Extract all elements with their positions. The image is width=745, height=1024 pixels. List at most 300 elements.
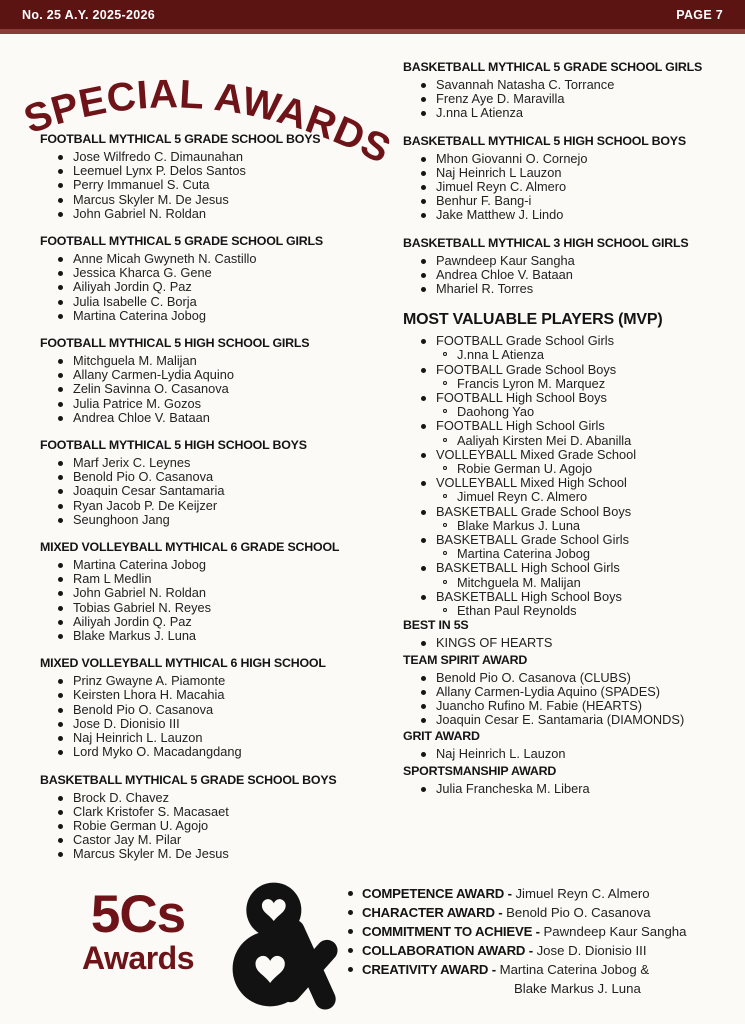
section-heading: BASKETBALL MYTHICAL 3 HIGH SCHOOL GIRLS	[403, 235, 689, 250]
five-cs-award-label: COMPETENCE AWARD -	[362, 886, 512, 901]
mvp-winner	[403, 490, 738, 504]
mvp-entry	[403, 448, 738, 476]
section-heading: FOOTBALL MYTHICAL 5 HIGH SCHOOL BOYS	[40, 438, 307, 453]
five-cs-list	[348, 876, 719, 998]
bullet-icon	[421, 157, 426, 162]
sub-bullet-icon	[443, 438, 447, 442]
recipient-item	[40, 688, 382, 702]
recipient-name: Mhariel R. Torres	[436, 281, 534, 297]
recipient-item	[40, 615, 382, 629]
recipient-name: Blake Markus J. Luna	[73, 628, 197, 644]
mvp-category	[403, 476, 738, 490]
recipient-name: Allany Carmen-Lydia Aquino	[73, 367, 234, 383]
mvp-category	[403, 419, 738, 433]
recipient-name: Castor Jay M. Pilar	[73, 832, 182, 848]
mvp-list	[403, 334, 738, 618]
mvp-winner	[403, 547, 738, 561]
recipient-item	[40, 484, 382, 498]
recipient-item	[40, 572, 382, 586]
recipient-name: J.nna L Atienza	[436, 105, 524, 121]
recipient-item	[403, 106, 738, 120]
mvp-winner	[403, 604, 738, 618]
recipient-name: Ram L Medlin	[73, 571, 152, 587]
five-cs-award-label: COMMITMENT TO ACHIEVE -	[362, 924, 540, 939]
bullet-icon	[348, 929, 353, 934]
mvp-entry	[403, 590, 738, 618]
bullet-icon	[421, 718, 426, 723]
five-cs-award-winner: Pawndeep Kaur Sangha	[543, 924, 687, 939]
recipient-list	[40, 252, 382, 323]
recipient-item	[40, 368, 382, 382]
recipient-name: Clark Kristofer S. Macasaet	[73, 803, 229, 819]
recipient-name: Andrea Chloe V. Bataan	[436, 266, 573, 282]
recipient-item	[40, 805, 382, 819]
recipient-name: Frenz Aye D. Maravilla	[436, 91, 565, 107]
bullet-icon	[58, 634, 63, 639]
mvp-entry	[403, 505, 738, 533]
recipient-item	[40, 586, 382, 600]
bullet-icon	[58, 314, 63, 319]
bullet-icon	[421, 690, 426, 695]
bullet-icon	[58, 796, 63, 801]
recipient-item	[40, 601, 382, 615]
mvp-winner-name: Robie German U. Agojo	[457, 461, 593, 477]
mvp-entry	[403, 419, 738, 447]
left-column	[18, 34, 398, 875]
recipient-list	[403, 152, 738, 223]
bullet-icon	[58, 257, 63, 262]
mvp-winner-name: Daohong Yao	[457, 404, 535, 420]
recipient-list	[40, 150, 382, 221]
award-section	[403, 618, 738, 650]
award-section	[403, 764, 738, 796]
recipient-item	[403, 268, 738, 282]
award-section	[40, 773, 382, 862]
recipient-item	[40, 717, 382, 731]
bullet-icon	[421, 273, 426, 278]
bullet-icon	[58, 373, 63, 378]
five-cs-title-line2: Awards	[81, 940, 194, 976]
mvp-winner	[403, 519, 738, 533]
section-heading: GRIT AWARD	[403, 729, 480, 744]
bullet-icon	[421, 453, 426, 458]
bullet-icon	[58, 285, 63, 290]
recipient-item	[40, 674, 382, 688]
recipient-item	[403, 166, 738, 180]
recipient-list	[403, 782, 738, 796]
recipient-name: Benold Pio O. Casanova	[73, 469, 214, 485]
five-cs-award-label: CREATIVITY AWARD -	[362, 962, 496, 977]
recipient-item	[40, 745, 382, 759]
mvp-winner	[403, 377, 738, 391]
recipient-name: Naj Heinrich L Lauzon	[436, 164, 562, 180]
award-section	[40, 336, 382, 425]
bullet-icon	[58, 591, 63, 596]
sub-bullet-icon	[443, 494, 447, 498]
award-section	[40, 234, 382, 323]
recipient-list	[40, 674, 382, 759]
right-column	[403, 34, 738, 875]
bullet-icon	[421, 641, 426, 646]
recipient-item	[403, 254, 738, 268]
five-cs-award-winner: Jose D. Dionisio III	[536, 943, 647, 958]
recipient-name: Julia Francheska M. Libera	[436, 780, 590, 796]
recipient-item	[403, 194, 738, 208]
mvp-category-label: VOLLEYBALL Mixed High School	[436, 475, 627, 491]
award-section	[40, 656, 382, 759]
mvp-entry	[403, 391, 738, 419]
mvp-entry	[403, 561, 738, 589]
recipient-name: Mhon Giovanni O. Cornejo	[436, 150, 588, 166]
bullet-icon	[58, 606, 63, 611]
mvp-winner-name: Martina Caterina Jobog	[457, 546, 591, 562]
recipient-name: Ailiyah Jordin Q. Paz	[73, 279, 192, 295]
five-cs-award-text	[362, 941, 647, 960]
bullet-icon	[58, 852, 63, 857]
recipient-item	[403, 208, 738, 222]
recipient-item	[40, 266, 382, 280]
bullet-icon	[58, 169, 63, 174]
mvp-entry	[403, 476, 738, 504]
recipient-list	[403, 747, 738, 761]
mvp-category-label: BASKETBALL High School Boys	[436, 588, 622, 604]
bullet-icon	[421, 396, 426, 401]
five-cs-award-winner: Martina Caterina Jobog &	[499, 962, 650, 977]
bullet-icon	[421, 424, 426, 429]
section-heading: FOOTBALL MYTHICAL 5 HIGH SCHOOL GIRLS	[40, 336, 310, 351]
bullet-icon	[58, 810, 63, 815]
recipient-item	[403, 282, 738, 296]
section-heading: SPORTSMANSHIP AWARD	[403, 763, 557, 778]
recipient-name: Juancho Rufino M. Fabie (HEARTS)	[436, 697, 643, 713]
mvp-category	[403, 448, 738, 462]
sub-bullet-icon	[443, 523, 447, 527]
page-title-text: SPECIAL AWARDS	[18, 72, 398, 173]
bullet-icon	[348, 948, 353, 953]
five-cs-award-item	[348, 903, 719, 922]
recipient-name: Lord Myko O. Macadangdang	[73, 744, 242, 760]
sub-bullet-icon	[443, 381, 447, 385]
recipient-item	[40, 252, 382, 266]
recipient-item	[403, 180, 738, 194]
bullet-icon	[421, 213, 426, 218]
section-heading: BASKETBALL MYTHICAL 5 HIGH SCHOOL BOYS	[403, 133, 686, 148]
section-heading: BEST IN 5S	[403, 618, 469, 633]
recipient-item	[40, 382, 382, 396]
mvp-category	[403, 561, 738, 575]
mvp-category-label: FOOTBALL High School Boys	[436, 390, 607, 406]
recipient-item	[403, 92, 738, 106]
recipient-item	[40, 558, 382, 572]
bullet-icon	[421, 199, 426, 204]
recipient-item	[40, 411, 382, 425]
recipient-name: Marcus Skyler M. De Jesus	[73, 191, 229, 207]
bullet-icon	[58, 620, 63, 625]
bullet-icon	[58, 722, 63, 727]
award-section	[40, 438, 382, 527]
sub-bullet-icon	[443, 352, 447, 356]
mvp-winner-name: Ethan Paul Reynolds	[457, 603, 577, 619]
recipient-name: Brock D. Chavez	[73, 789, 170, 805]
bullet-icon	[58, 271, 63, 276]
mvp-entry	[403, 533, 738, 561]
mvp-category-label: VOLLEYBALL Mixed Grade School	[436, 446, 637, 462]
right-sections	[403, 60, 738, 296]
left-sections	[40, 132, 382, 862]
bullet-icon	[421, 704, 426, 709]
bullet-icon	[58, 708, 63, 713]
recipient-item	[40, 207, 382, 221]
mvp-category-label: BASKETBALL Grade School Girls	[436, 532, 629, 548]
section-heading: FOOTBALL MYTHICAL 5 GRADE SCHOOL GIRLS	[40, 234, 323, 249]
recipient-name: Keirsten Lhora H. Macahia	[73, 687, 225, 703]
recipient-item	[403, 713, 738, 727]
five-cs-award-text	[362, 903, 651, 922]
mvp-category	[403, 505, 738, 519]
recipient-name: Ryan Jacob P. De Keijzer	[73, 497, 218, 513]
bullet-icon	[58, 824, 63, 829]
bullet-icon	[58, 387, 63, 392]
award-section	[403, 60, 738, 121]
bullet-icon	[58, 155, 63, 160]
recipient-name: Benhur F. Bang-i	[436, 193, 532, 209]
recipient-item	[403, 685, 738, 699]
recipient-name: Naj Heinrich L. Lauzon	[73, 730, 203, 746]
sub-bullet-icon	[443, 551, 447, 555]
bullet-icon	[421, 566, 426, 571]
award-section	[403, 653, 738, 728]
recipient-name: Allany Carmen-Lydia Aquino (SPADES)	[436, 683, 661, 699]
recipient-name: Savannah Natasha C. Torrance	[436, 77, 615, 92]
five-cs-award-label: COLLABORATION AWARD -	[362, 943, 533, 958]
five-cs-award-winner-line2: Blake Markus J. Luna	[514, 981, 641, 996]
recipient-list	[40, 558, 382, 643]
mvp-winner	[403, 462, 738, 476]
bullet-icon	[58, 475, 63, 480]
bullet-icon	[421, 787, 426, 792]
bullet-icon	[58, 198, 63, 203]
recipient-name: Zelin Savinna O. Casanova	[73, 381, 229, 397]
recipient-item	[403, 699, 738, 713]
section-heading: BASKETBALL MYTHICAL 5 GRADE SCHOOL BOYS	[40, 772, 337, 787]
bullet-icon	[421, 538, 426, 543]
recipient-item	[40, 150, 382, 164]
five-cs-award-text	[362, 884, 650, 903]
recipient-name: Ailiyah Jordin Q. Paz	[73, 613, 192, 629]
bullet-icon	[421, 171, 426, 176]
recipient-item	[40, 629, 382, 643]
award-section	[40, 540, 382, 643]
five-cs-award-line	[362, 922, 686, 941]
ampersand-hearts-icon	[228, 878, 338, 1010]
recipient-name: John Gabriel N. Roldan	[73, 205, 207, 221]
page-number: PAGE 7	[676, 7, 723, 22]
bullet-icon	[58, 679, 63, 684]
mvp-winner	[403, 576, 738, 590]
bullet-icon	[421, 339, 426, 344]
bullet-icon	[58, 838, 63, 843]
recipient-item	[40, 354, 382, 368]
recipient-item	[40, 791, 382, 805]
recipient-list	[40, 456, 382, 527]
bullet-icon	[58, 518, 63, 523]
mvp-category	[403, 391, 738, 405]
mvp-section	[403, 310, 738, 618]
recipient-name: Julia Patrice M. Gozos	[73, 395, 202, 411]
recipient-name: Jose Wilfredo C. Dimaunahan	[73, 149, 243, 164]
bullet-icon	[421, 676, 426, 681]
top-bar	[0, 0, 745, 34]
mvp-category-label: BASKETBALL Grade School Boys	[436, 503, 632, 519]
page-content	[0, 34, 745, 875]
recipient-list	[403, 78, 738, 121]
mvp-category-label: FOOTBALL High School Girls	[436, 418, 605, 434]
mvp-winner-name: Francis Lyron M. Marquez	[457, 375, 606, 391]
bullet-icon	[58, 359, 63, 364]
recipient-item	[40, 833, 382, 847]
bullet-icon	[421, 111, 426, 116]
five-cs-title	[62, 876, 214, 976]
award-section	[403, 134, 738, 223]
bullet-icon	[421, 97, 426, 102]
bullet-icon	[421, 287, 426, 292]
bullet-icon	[421, 595, 426, 600]
bullet-icon	[348, 891, 353, 896]
recipient-name: Tobias Gabriel N. Reyes	[73, 599, 211, 615]
recipient-name: Perry Immanuel S. Cuta	[73, 177, 210, 193]
five-cs-award-item	[348, 922, 719, 941]
recipient-name: John Gabriel N. Roldan	[73, 585, 207, 601]
mvp-entry	[403, 363, 738, 391]
recipient-name: Joaquin Cesar E. Santamaria (DIAMONDS)	[436, 712, 685, 728]
sub-bullet-icon	[443, 409, 447, 413]
recipient-item	[40, 164, 382, 178]
five-cs-award-item	[348, 884, 719, 903]
mvp-winner-name: Mitchguela M. Malijan	[457, 574, 581, 590]
bullet-icon	[421, 752, 426, 757]
recipient-name: Jimuel Reyn C. Almero	[436, 179, 567, 195]
recipient-item	[40, 513, 382, 527]
recipient-name: Pawndeep Kaur Sangha	[436, 252, 575, 268]
recipient-item	[403, 671, 738, 685]
bullet-icon	[58, 183, 63, 188]
recipient-name: Prinz Gwayne A. Piamonte	[73, 673, 226, 689]
recipient-name: Anne Micah Gwyneth N. Castillo	[73, 251, 257, 267]
sub-bullet-icon	[443, 466, 447, 470]
bullet-icon	[58, 563, 63, 568]
recipient-name: Jose D. Dionisio III	[73, 715, 180, 731]
issue-number: No. 25 A.Y. 2025-2026	[22, 7, 155, 22]
simple-awards	[403, 618, 738, 795]
recipient-item	[40, 819, 382, 833]
mvp-winner-name: J.nna L Atienza	[457, 347, 545, 363]
bullet-icon	[421, 185, 426, 190]
recipient-item	[40, 731, 382, 745]
recipient-name: Leemuel Lynx P. Delos Santos	[73, 163, 246, 179]
recipient-list	[403, 671, 738, 728]
mvp-winner-name: Aaliyah Kirsten Mei D. Abanilla	[457, 432, 632, 448]
five-cs-award-item	[348, 941, 719, 960]
bullet-icon	[58, 750, 63, 755]
bullet-icon	[58, 504, 63, 509]
recipient-item	[40, 499, 382, 513]
five-cs-award-item	[348, 960, 719, 998]
bullet-icon	[421, 259, 426, 264]
section-heading: MIXED VOLLEYBALL MYTHICAL 6 HIGH SCHOOL	[40, 656, 326, 671]
recipient-name: Marf Jerix C. Leynes	[73, 455, 191, 471]
bullet-icon	[421, 481, 426, 486]
section-heading: BASKETBALL MYTHICAL 5 GRADE SCHOOL GIRLS	[403, 60, 703, 74]
recipient-list	[40, 791, 382, 862]
mvp-winner-name: Jimuel Reyn C. Almero	[457, 489, 588, 505]
mvp-category-label: FOOTBALL Grade School Girls	[436, 333, 615, 349]
mvp-category	[403, 533, 738, 547]
recipient-name: Mitchguela M. Malijan	[73, 353, 197, 369]
mvp-entry	[403, 334, 738, 362]
section-heading: MIXED VOLLEYBALL MYTHICAL 6 GRADE SCHOOL	[40, 540, 340, 555]
recipient-item	[40, 193, 382, 207]
five-cs-award-label: CHARACTER AWARD -	[362, 905, 503, 920]
recipient-item	[40, 309, 382, 323]
recipient-item	[40, 178, 382, 192]
recipient-name: Benold Pio O. Casanova	[73, 701, 214, 717]
bullet-icon	[58, 300, 63, 305]
five-cs-award-line	[362, 903, 651, 922]
recipient-item	[40, 847, 382, 861]
recipient-item	[403, 152, 738, 166]
recipient-item	[40, 295, 382, 309]
mvp-winner	[403, 434, 738, 448]
five-cs-award-text	[362, 960, 649, 998]
recipient-item	[40, 470, 382, 484]
five-cs-banner	[0, 876, 745, 1010]
recipient-name: Martina Caterina Jobog	[73, 307, 207, 323]
mvp-category	[403, 334, 738, 348]
mvp-category	[403, 590, 738, 604]
five-cs-award-line	[362, 960, 649, 979]
recipient-item	[40, 456, 382, 470]
mvp-heading: MOST VALUABLE PLAYERS (MVP)	[403, 311, 663, 329]
recipient-name: Martina Caterina Jobog	[73, 557, 207, 573]
bullet-icon	[58, 212, 63, 217]
recipient-item	[40, 397, 382, 411]
bullet-icon	[421, 510, 426, 515]
recipient-item	[403, 78, 738, 92]
mvp-winner	[403, 405, 738, 419]
recipient-name: Naj Heinrich L. Lauzon	[436, 746, 566, 762]
recipient-item	[403, 782, 738, 796]
recipient-item	[403, 747, 738, 761]
award-section	[403, 729, 738, 761]
award-section	[403, 236, 738, 297]
bullet-icon	[421, 368, 426, 373]
recipient-name: Jessica Kharca G. Gene	[73, 265, 212, 281]
mvp-winner-name: Blake Markus J. Luna	[457, 517, 581, 533]
five-cs-award-line	[362, 941, 647, 960]
mvp-winner	[403, 348, 738, 362]
recipient-name: Julia Isabelle C. Borja	[73, 293, 197, 309]
bullet-icon	[58, 489, 63, 494]
recipient-name: Robie German U. Agojo	[73, 817, 209, 833]
bullet-icon	[58, 402, 63, 407]
five-cs-award-text	[362, 922, 686, 941]
recipient-name: Marcus Skyler M. De Jesus	[73, 846, 229, 862]
bullet-icon	[348, 910, 353, 915]
section-heading: TEAM SPIRIT AWARD	[403, 652, 528, 667]
recipient-list	[403, 636, 738, 650]
bullet-icon	[348, 967, 353, 972]
recipient-item	[40, 280, 382, 294]
